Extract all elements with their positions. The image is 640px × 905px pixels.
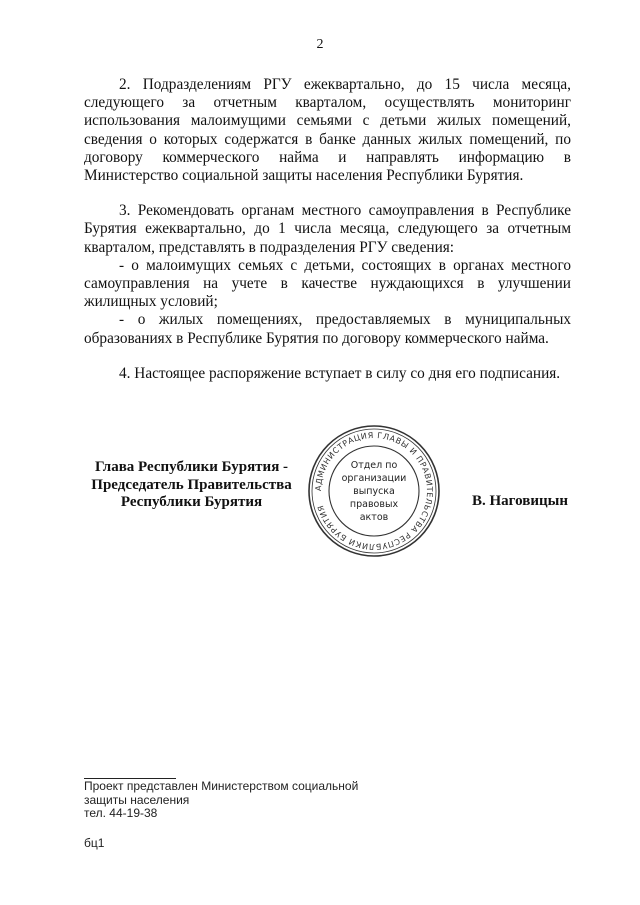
page-number: 2 — [316, 37, 324, 52]
signer-title-line-1: Глава Республики Бурятия - — [94, 459, 289, 475]
signer-title — [80, 459, 303, 512]
document-body — [84, 76, 571, 383]
footer-phone: тел. 44-19-38 — [84, 806, 158, 820]
seal-ring-text: АДМИНИСТРАЦИЯ ГЛАВЫ И ПРАВИТЕЛЬСТВА РЕСПУБЛИКИ БУРЯТИЯ — [313, 430, 435, 552]
seal-center-line-5: актов — [359, 512, 389, 523]
footer-line-2: защиты населения — [84, 792, 190, 807]
paragraph-3-item-2: - о жилых помещениях, предоставляемых в муниципальных образованиях в Республике Бурятия по договору коммерческого найма. — [84, 311, 571, 347]
paragraph-2: 2. Подразделениям РГУ ежеквартально, до 15 числа месяца, следующего за отчетным кварталом, осуществлять мониторинг использования малоимущими семьями с детьми жилых помещений, сведения о которых содержатся в банке данных жилых помещений, по договору коммерческого найма и направлять информацию в Министерство социальной защиты населения Республики Бурятия. — [84, 76, 571, 185]
seal-center-line-3: выпуска — [353, 486, 395, 497]
official-seal-stamp — [306, 423, 442, 559]
signer-title-line-2: Председатель Правительства — [91, 476, 292, 493]
signer-title-line-3: Республики Бурятия — [120, 494, 263, 510]
document-code: бц1 — [84, 836, 105, 850]
paragraph-3-item-1: - о малоимущих семьях с детьми, состоящих в органах местного самоуправления на учете в качестве нуждающихся в улучшении жилищных условий; — [84, 256, 571, 311]
seal-center-line-1: Отдел по — [350, 460, 398, 471]
paragraph-4: 4. Настоящее распоряжение вступает в силу со дня его подписания. — [119, 364, 561, 382]
footer-line-1: Проект представлен Министерством социальной — [84, 779, 359, 793]
paragraph-3: 3. Рекомендовать органам местного самоуправления в Республике Бурятия ежеквартально, до 1 числа месяца, следующего за отчетным кварталом, представлять в подразделения РГУ сведения: — [84, 202, 571, 256]
seal-center-line-2: организации — [341, 473, 407, 484]
signer-name: В. Наговицын — [472, 493, 568, 509]
footer-note — [84, 780, 358, 821]
seal-center-line-4: правовых — [349, 499, 399, 510]
